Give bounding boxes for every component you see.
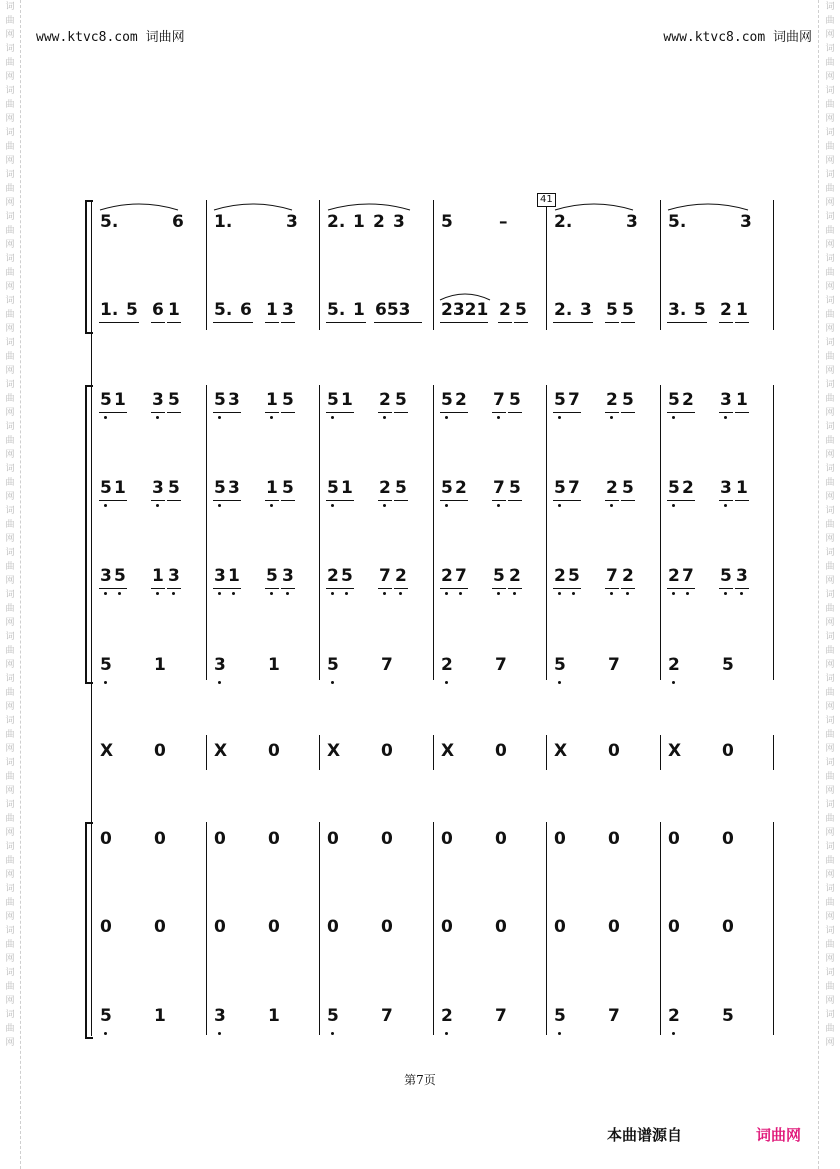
score-note: 1: [736, 390, 748, 410]
score-note: 0: [441, 829, 453, 849]
score-note: 7: [381, 655, 393, 675]
score-note: 2: [682, 478, 694, 498]
score-note: 3: [214, 655, 226, 675]
score-note: 3: [740, 212, 752, 232]
score-note: 1: [268, 655, 280, 675]
score-note: 0: [722, 917, 734, 937]
score-note: 3: [282, 300, 294, 320]
score-note: 7: [495, 655, 507, 675]
score-note: 3: [100, 566, 112, 586]
score-note: 5: [327, 655, 339, 675]
score-note: 2: [441, 1006, 453, 1026]
score-note: 0: [381, 741, 393, 761]
score-note: 0: [722, 741, 734, 761]
score-note: 5.: [668, 212, 687, 232]
score-note: 5: [100, 655, 112, 675]
score-note: 5: [668, 478, 680, 498]
score-note: 5: [441, 478, 453, 498]
score-note: 0: [668, 917, 680, 937]
score-note: 7: [493, 478, 505, 498]
score-note: 0: [608, 829, 620, 849]
score-note: 0: [608, 741, 620, 761]
score-note: 5: [554, 655, 566, 675]
score-note: 5: [509, 478, 521, 498]
score-note: 7: [608, 1006, 620, 1026]
score-note: 0: [154, 741, 166, 761]
score-note: X: [668, 741, 682, 761]
score-note: 5: [722, 655, 734, 675]
score-note: 3: [393, 212, 405, 232]
score-note: 0: [668, 829, 680, 849]
score-note: 3: [282, 566, 294, 586]
score-note: 2: [682, 390, 694, 410]
score-note: 5: [114, 566, 126, 586]
score-note: 7: [606, 566, 618, 586]
score-note: 5: [395, 390, 407, 410]
score-note: 7: [495, 1006, 507, 1026]
score-note: 1: [168, 300, 180, 320]
score-note: 6: [152, 300, 164, 320]
score-note: X: [214, 741, 228, 761]
score-note: 7: [455, 566, 467, 586]
score-note: X: [554, 741, 568, 761]
score-note: 2: [668, 655, 680, 675]
score-note: 1.: [214, 212, 233, 232]
score-note: 2: [668, 566, 680, 586]
score-note: 1: [228, 566, 240, 586]
slur: [214, 204, 292, 210]
score-note: 7: [568, 390, 580, 410]
score-note: X: [100, 741, 114, 761]
score-note: 1: [266, 390, 278, 410]
score-note: 3: [228, 390, 240, 410]
score-note: 5: [515, 300, 527, 320]
score-note: 0: [495, 829, 507, 849]
score-note: 0: [608, 917, 620, 937]
score-note: 5: [126, 300, 138, 320]
score-note: 5: [694, 300, 706, 320]
header-url-right: www.ktvc8.com 词曲网: [663, 30, 812, 45]
score-note: 5: [722, 1006, 734, 1026]
score-note: 1.: [100, 300, 119, 320]
score-note: 1: [266, 478, 278, 498]
score-note: 5: [493, 566, 505, 586]
score-note: 1: [152, 566, 164, 586]
slur: [668, 204, 748, 210]
score-note: 2: [606, 478, 618, 498]
score-note: 2: [327, 566, 339, 586]
score-note: 653: [375, 300, 411, 320]
score-note: 5: [668, 390, 680, 410]
page-number: 第7页: [404, 1073, 436, 1087]
score-note: 2: [441, 566, 453, 586]
score-note: 5: [568, 566, 580, 586]
score-note: 3: [214, 1006, 226, 1026]
score-note: 5: [441, 390, 453, 410]
score-note: 2: [455, 390, 467, 410]
score-note: 5: [441, 212, 453, 232]
score-note: 2: [509, 566, 521, 586]
score-note: 1: [341, 390, 353, 410]
score-note: 5: [622, 300, 634, 320]
score-note: 5.: [214, 300, 233, 320]
score-note: 5: [509, 390, 521, 410]
score-note: 2: [379, 390, 391, 410]
side-watermark-left: 词曲网词曲网词曲网词曲网词曲网词曲网词曲网词曲网词曲网词曲网词曲网词曲网词曲网词曲网词曲网词曲网词曲网词曲网词曲网词曲网词曲网词曲网词曲网词曲网词曲网: [5, 2, 15, 1048]
score-note: 5: [622, 390, 634, 410]
score-note: 7: [682, 566, 694, 586]
score-note: 2.: [327, 212, 346, 232]
score-note: 5: [168, 478, 180, 498]
score-note: 2.: [554, 300, 573, 320]
score-note: 3: [152, 478, 164, 498]
score-note: 3: [286, 212, 298, 232]
footer-source-label: 本曲谱源自: [607, 1126, 683, 1144]
score-note: 2: [554, 566, 566, 586]
score-note: 1: [154, 655, 166, 675]
score-note: 2: [373, 212, 385, 232]
slur: [100, 204, 178, 210]
score-note: X: [441, 741, 455, 761]
score-note: 5: [214, 478, 226, 498]
score-note: 5: [100, 390, 112, 410]
score-note: 1: [736, 478, 748, 498]
score-note: 1: [353, 212, 365, 232]
score-note: –: [499, 212, 508, 232]
score-note: 2: [499, 300, 511, 320]
slur: [555, 204, 633, 210]
score-note: 6: [240, 300, 252, 320]
score-note: 1: [341, 478, 353, 498]
score-note: 0: [214, 829, 226, 849]
score-note: 3: [228, 478, 240, 498]
score-note: 0: [100, 917, 112, 937]
score-note: 0: [441, 917, 453, 937]
score-note: 3: [214, 566, 226, 586]
score-note: 0: [268, 917, 280, 937]
score-note: 0: [554, 829, 566, 849]
score-note: 0: [495, 741, 507, 761]
score-note: 2: [720, 300, 732, 320]
score-note: 5.: [100, 212, 119, 232]
score-note: 7: [381, 1006, 393, 1026]
score-note: 5: [282, 390, 294, 410]
score-note: 0: [722, 829, 734, 849]
score-note: 0: [327, 917, 339, 937]
header-url-left: www.ktvc8.com 词曲网: [36, 30, 185, 45]
score-note: 1: [736, 300, 748, 320]
score-note: 2: [622, 566, 634, 586]
score-note: 5.: [327, 300, 346, 320]
score-note: 5: [168, 390, 180, 410]
score-note: 3: [736, 566, 748, 586]
score-note: 0: [268, 829, 280, 849]
score-note: 2: [606, 390, 618, 410]
score-note: 6: [172, 212, 184, 232]
score-note: 7: [608, 655, 620, 675]
score-note: 2: [441, 655, 453, 675]
score-note: 5: [554, 1006, 566, 1026]
score-note: 5: [214, 390, 226, 410]
score-note: 0: [154, 829, 166, 849]
score-note: 5: [266, 566, 278, 586]
score-note: 5: [341, 566, 353, 586]
score-note: 5: [327, 478, 339, 498]
score-note: 2321: [441, 300, 489, 320]
score-note: 5: [100, 478, 112, 498]
score-note: 3: [152, 390, 164, 410]
score-note: 2: [455, 478, 467, 498]
score-note: 0: [495, 917, 507, 937]
score-note: 0: [327, 829, 339, 849]
score-note: 2.: [554, 212, 573, 232]
score-note: 5: [720, 566, 732, 586]
score-note: 5: [395, 478, 407, 498]
score-note: 0: [214, 917, 226, 937]
score-note: 3: [168, 566, 180, 586]
score-note: 0: [154, 917, 166, 937]
score-note: 3: [720, 478, 732, 498]
rehearsal-mark: 41: [537, 193, 556, 207]
score-note: 0: [381, 917, 393, 937]
score-note: 5: [554, 390, 566, 410]
score-note: 2: [379, 478, 391, 498]
footer-brand: 词曲网: [756, 1126, 802, 1144]
score-note: 5: [327, 1006, 339, 1026]
score-note: 1: [353, 300, 365, 320]
score-note: 1: [154, 1006, 166, 1026]
score-note: 1: [114, 390, 126, 410]
score-note: 3: [720, 390, 732, 410]
score-note: 3: [580, 300, 592, 320]
score-note: 0: [268, 741, 280, 761]
score-note: 3.: [668, 300, 687, 320]
score-note: 5: [282, 478, 294, 498]
score-note: 5: [100, 1006, 112, 1026]
score-note: 7: [568, 478, 580, 498]
score-note: 2: [395, 566, 407, 586]
score-note: 1: [266, 300, 278, 320]
score-note: 5: [622, 478, 634, 498]
score-note: 5: [606, 300, 618, 320]
slur: [440, 294, 490, 300]
score-note: 0: [554, 917, 566, 937]
score-note: 2: [668, 1006, 680, 1026]
score-note: 1: [114, 478, 126, 498]
score-note: 0: [381, 829, 393, 849]
score-note: 1: [268, 1006, 280, 1026]
side-watermark-right: 词曲网词曲网词曲网词曲网词曲网词曲网词曲网词曲网词曲网词曲网词曲网词曲网词曲网词曲网词曲网词曲网词曲网词曲网词曲网词曲网词曲网词曲网词曲网词曲网词曲网: [825, 2, 835, 1048]
score-note: X: [327, 741, 341, 761]
score-note: 7: [493, 390, 505, 410]
score-note: 5: [554, 478, 566, 498]
score-note: 3: [626, 212, 638, 232]
score-note: 5: [327, 390, 339, 410]
score-note: 0: [100, 829, 112, 849]
slur: [328, 204, 410, 210]
score-note: 7: [379, 566, 391, 586]
